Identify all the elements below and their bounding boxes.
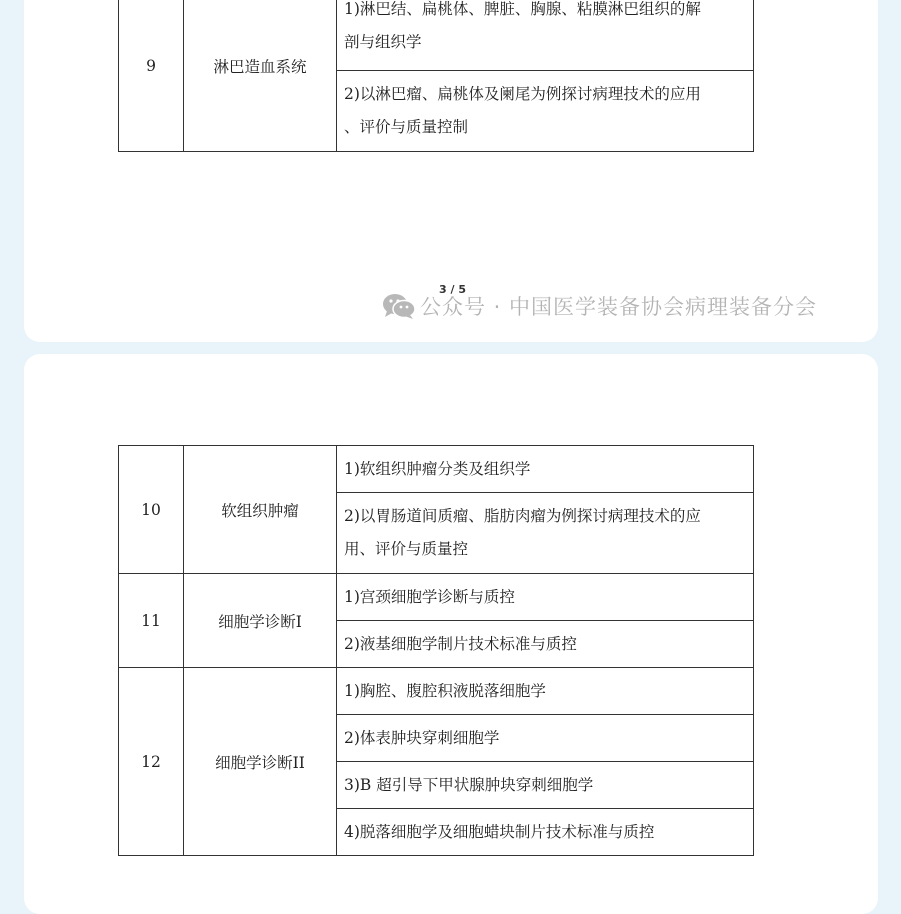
content-item bbox=[337, 621, 754, 668]
content-line: 2)体表肿块穿刺细胞学 bbox=[344, 728, 500, 747]
content-item bbox=[337, 668, 754, 715]
document-page-card-bottom bbox=[24, 354, 878, 914]
module-name: 细胞学诊断I bbox=[184, 574, 337, 668]
content-item bbox=[337, 762, 754, 809]
content-item bbox=[337, 809, 754, 856]
row-number: 11 bbox=[119, 574, 184, 668]
content-line: 、评价与质量控制 bbox=[344, 118, 469, 136]
table-row bbox=[119, 0, 754, 71]
content-line: 用、评价与质量控 bbox=[344, 540, 469, 558]
document-page-card-top bbox=[24, 0, 878, 342]
module-name: 软组织肿瘤 bbox=[184, 446, 337, 574]
wechat-icon bbox=[382, 293, 416, 319]
content-item bbox=[337, 0, 754, 71]
table-row bbox=[119, 446, 754, 493]
content-line: 2)以胃肠道间质瘤、脂肪肉瘤为例探讨病理技术的应 bbox=[344, 507, 701, 525]
content-line: 1)软组织肿瘤分类及组织学 bbox=[344, 459, 531, 478]
content-item bbox=[337, 71, 754, 152]
content-item bbox=[337, 574, 754, 621]
content-line: 剖与组织学 bbox=[344, 32, 422, 51]
module-name: 细胞学诊断II bbox=[184, 668, 337, 856]
watermark-text: 公众号 · 中国医学装备协会病理装备分会 bbox=[420, 295, 818, 319]
content-item bbox=[337, 715, 754, 762]
content-line: 2)以淋巴瘤、扁桃体及阑尾为例探讨病理技术的应用 bbox=[344, 85, 701, 103]
row-number: 12 bbox=[119, 668, 184, 856]
row-number: 10 bbox=[119, 446, 184, 574]
content-line: 1)宫颈细胞学诊断与质控 bbox=[344, 587, 515, 606]
content-line: 1)胸腔、腹腔积液脱落细胞学 bbox=[344, 681, 546, 700]
course-table-top bbox=[118, 0, 754, 152]
table-row bbox=[119, 574, 754, 621]
course-table-bottom bbox=[118, 445, 754, 856]
content-item bbox=[337, 446, 754, 493]
watermark bbox=[382, 291, 817, 321]
page-indicator: 3 / 5 bbox=[439, 283, 466, 296]
row-number: 9 bbox=[119, 0, 184, 152]
content-line: 2)液基细胞学制片技术标准与质控 bbox=[344, 634, 577, 653]
module-name: 淋巴造血系统 bbox=[184, 0, 337, 152]
content-item bbox=[337, 493, 754, 574]
content-line: 3)B 超引导下甲状腺肿块穿刺细胞学 bbox=[344, 775, 594, 794]
content-line: 4)脱落细胞学及细胞蜡块制片技术标准与质控 bbox=[344, 822, 655, 841]
table-row bbox=[119, 668, 754, 715]
content-line: 1)淋巴结、扁桃体、脾脏、胸腺、粘膜淋巴组织的解 bbox=[344, 0, 701, 18]
